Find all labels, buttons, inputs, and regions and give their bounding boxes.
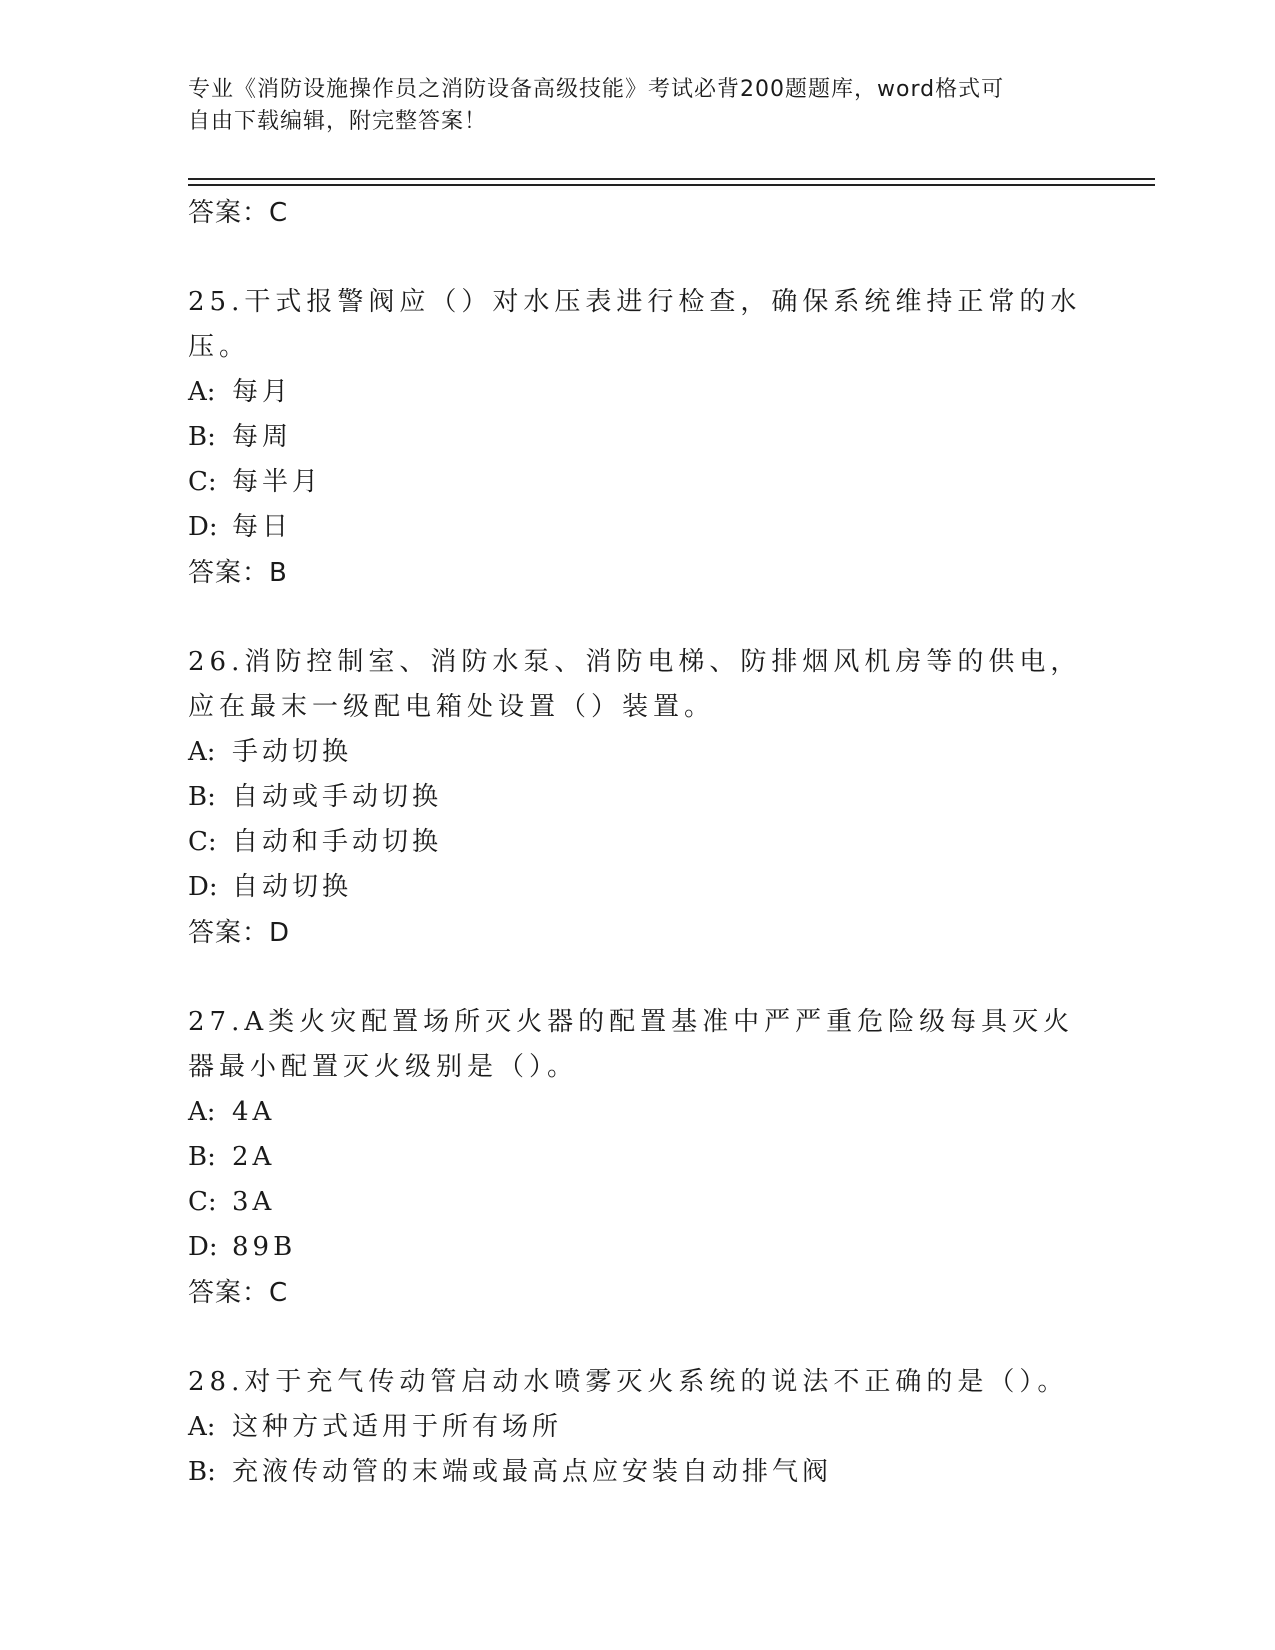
option-letter: A: [188,377,216,407]
option-letter: B: [188,1142,216,1172]
option-text: 充液传动管的末端或最高点应安装自动排气阀 [232,1457,833,1487]
question-block [188,1000,1088,1316]
option-letter: B: [188,782,216,812]
option-text: 这种方式适用于所有场所 [232,1412,563,1442]
header-divider-top [188,178,1155,180]
option-letter: D: [188,872,218,902]
option-text: 每月 [232,377,293,407]
option-letter: A: [188,1412,216,1442]
option-letter: B: [188,422,216,452]
option-text: 2A [232,1142,276,1172]
option-a [188,370,1088,415]
option-letter: C: [188,467,217,497]
option-d [188,1225,1088,1270]
option-c [188,1180,1088,1225]
header-divider-bottom [188,184,1155,186]
option-text: 自动和手动切换 [232,827,443,857]
question-block [188,640,1088,956]
question-text: 25.干式报警阀应（）对水压表进行检查，确保系统维持正常的水压。 [188,287,1082,362]
option-c [188,820,1088,865]
option-c [188,460,1088,505]
question-text: 27.A类火灾配置场所灭火器的配置基准中严严重危险级每具灭火器最小配置灭火级别是（）。 [188,1007,1075,1082]
option-a [188,1090,1088,1135]
option-text: 每半月 [232,467,323,497]
option-letter: A: [188,737,216,767]
option-text: 每周 [232,422,293,452]
question-text: 26.消防控制室、消防水泵、消防电梯、防排烟风机房等的供电，应在最末一级配电箱处设置（）装置。 [188,647,1082,722]
option-a [188,1405,1088,1450]
document-header [188,74,1088,138]
question-list [188,190,1088,1495]
answer-line: 答案：B [188,558,288,588]
question-block [188,1360,1088,1495]
option-d [188,865,1088,910]
option-letter: B: [188,1457,216,1487]
answer-line: 答案：C [188,198,289,228]
option-b [188,775,1088,820]
option-letter: A: [188,1097,216,1127]
option-b [188,415,1088,460]
question-block [188,280,1088,596]
header-line-2: 自由下载编辑，附完整答案！ [188,109,488,134]
option-text: 89B [232,1232,297,1262]
option-text: 4A [232,1097,276,1127]
option-letter: C: [188,1187,217,1217]
option-text: 3A [232,1187,276,1217]
option-letter: D: [188,512,218,542]
header-line-1: 专业《消防设施操作员之消防设备高级技能》考试必背200题题库，word格式可 [188,77,1005,102]
option-b [188,1135,1088,1180]
option-text: 自动切换 [232,872,353,902]
option-a [188,730,1088,775]
option-text: 每日 [232,512,293,542]
option-letter: C: [188,827,217,857]
option-d [188,505,1088,550]
option-text: 自动或手动切换 [232,782,443,812]
option-letter: D: [188,1232,218,1262]
question-text: 28.对于充气传动管启动水喷雾灭火系统的说法不正确的是（）。 [188,1367,1069,1397]
answer-line: 答案：C [188,1278,289,1308]
option-b [188,1450,1088,1495]
option-text: 手动切换 [232,737,353,767]
answer-line: 答案：D [188,918,291,948]
